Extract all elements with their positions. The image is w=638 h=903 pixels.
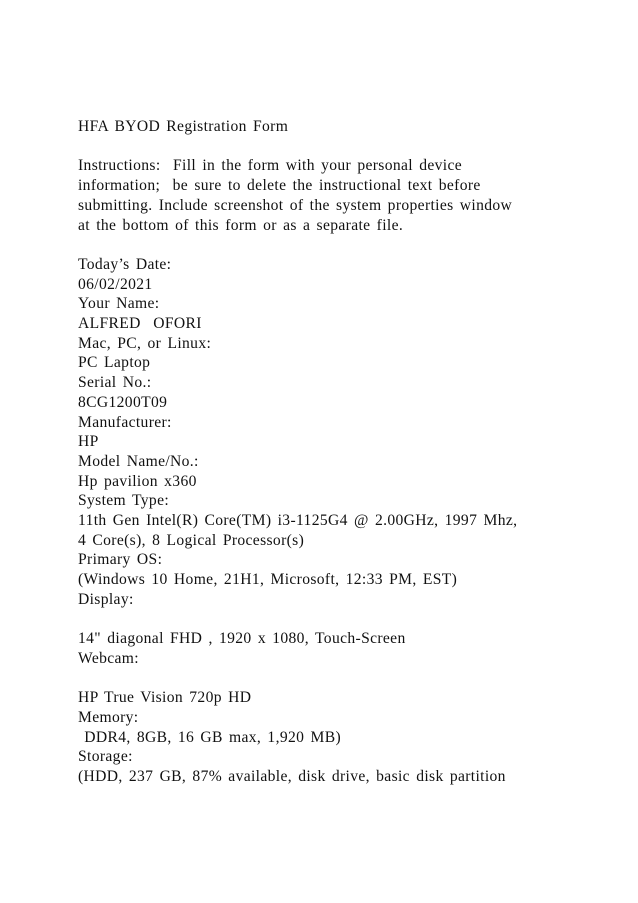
platform-value: PC Laptop xyxy=(78,354,151,372)
date-value: 06/02/2021 xyxy=(78,275,153,293)
os-label: Primary OS: xyxy=(78,551,163,569)
instructions-line: at the bottom of this form or as a separate file. xyxy=(78,216,404,234)
instructions-line: information; be sure to delete the instructional text before xyxy=(78,177,481,195)
date-label: Today’s Date: xyxy=(78,255,172,273)
os-value: (Windows 10 Home, 21H1, Microsoft, 12:33 PM, EST) xyxy=(78,571,458,589)
system-type-value: 11th Gen Intel(R) Core(TM) i3-1125G4 @ 2.00GHz, 1997 Mhz, xyxy=(78,512,518,530)
model-value: Hp pavilion x360 xyxy=(78,472,197,490)
memory-value: DDR4, 8GB, 16 GB max, 1,920 MB) xyxy=(78,728,342,746)
storage-value: (HDD, 237 GB, 87% available, disk drive, basic disk partition xyxy=(78,768,506,786)
spacer xyxy=(78,235,578,255)
serial-label: Serial No.: xyxy=(78,374,152,392)
instructions-block xyxy=(78,156,578,235)
form-document xyxy=(78,117,578,787)
spacer xyxy=(78,610,578,630)
serial-value: 8CG1200T09 xyxy=(78,393,168,411)
storage-label: Storage: xyxy=(78,748,133,766)
webcam-value: HP True Vision 720p HD xyxy=(78,689,252,707)
memory-label: Memory: xyxy=(78,709,139,727)
platform-label: Mac, PC, or Linux: xyxy=(78,334,212,352)
manufacturer-label: Manufacturer: xyxy=(78,413,172,431)
display-label: Display: xyxy=(78,590,134,608)
name-label: Your Name: xyxy=(78,295,160,313)
webcam-label: Webcam: xyxy=(78,649,139,667)
system-type-label: System Type: xyxy=(78,492,170,510)
name-value: ALFRED OFORI xyxy=(78,315,202,332)
form-title: HFA BYOD Registration Form xyxy=(78,118,289,135)
instructions-line: submitting. Include screenshot of the system properties window xyxy=(78,196,513,214)
spacer xyxy=(78,137,578,157)
manufacturer-value: HP xyxy=(78,433,99,451)
spacer xyxy=(78,669,578,689)
system-type-value-cont: 4 Core(s), 8 Logical Processor(s) xyxy=(78,531,305,549)
display-value: 14" diagonal FHD , 1920 x 1080, Touch-Screen xyxy=(78,630,406,648)
model-label: Model Name/No.: xyxy=(78,452,199,470)
instructions-line: Instructions: Fill in the form with your personal device xyxy=(78,157,462,175)
